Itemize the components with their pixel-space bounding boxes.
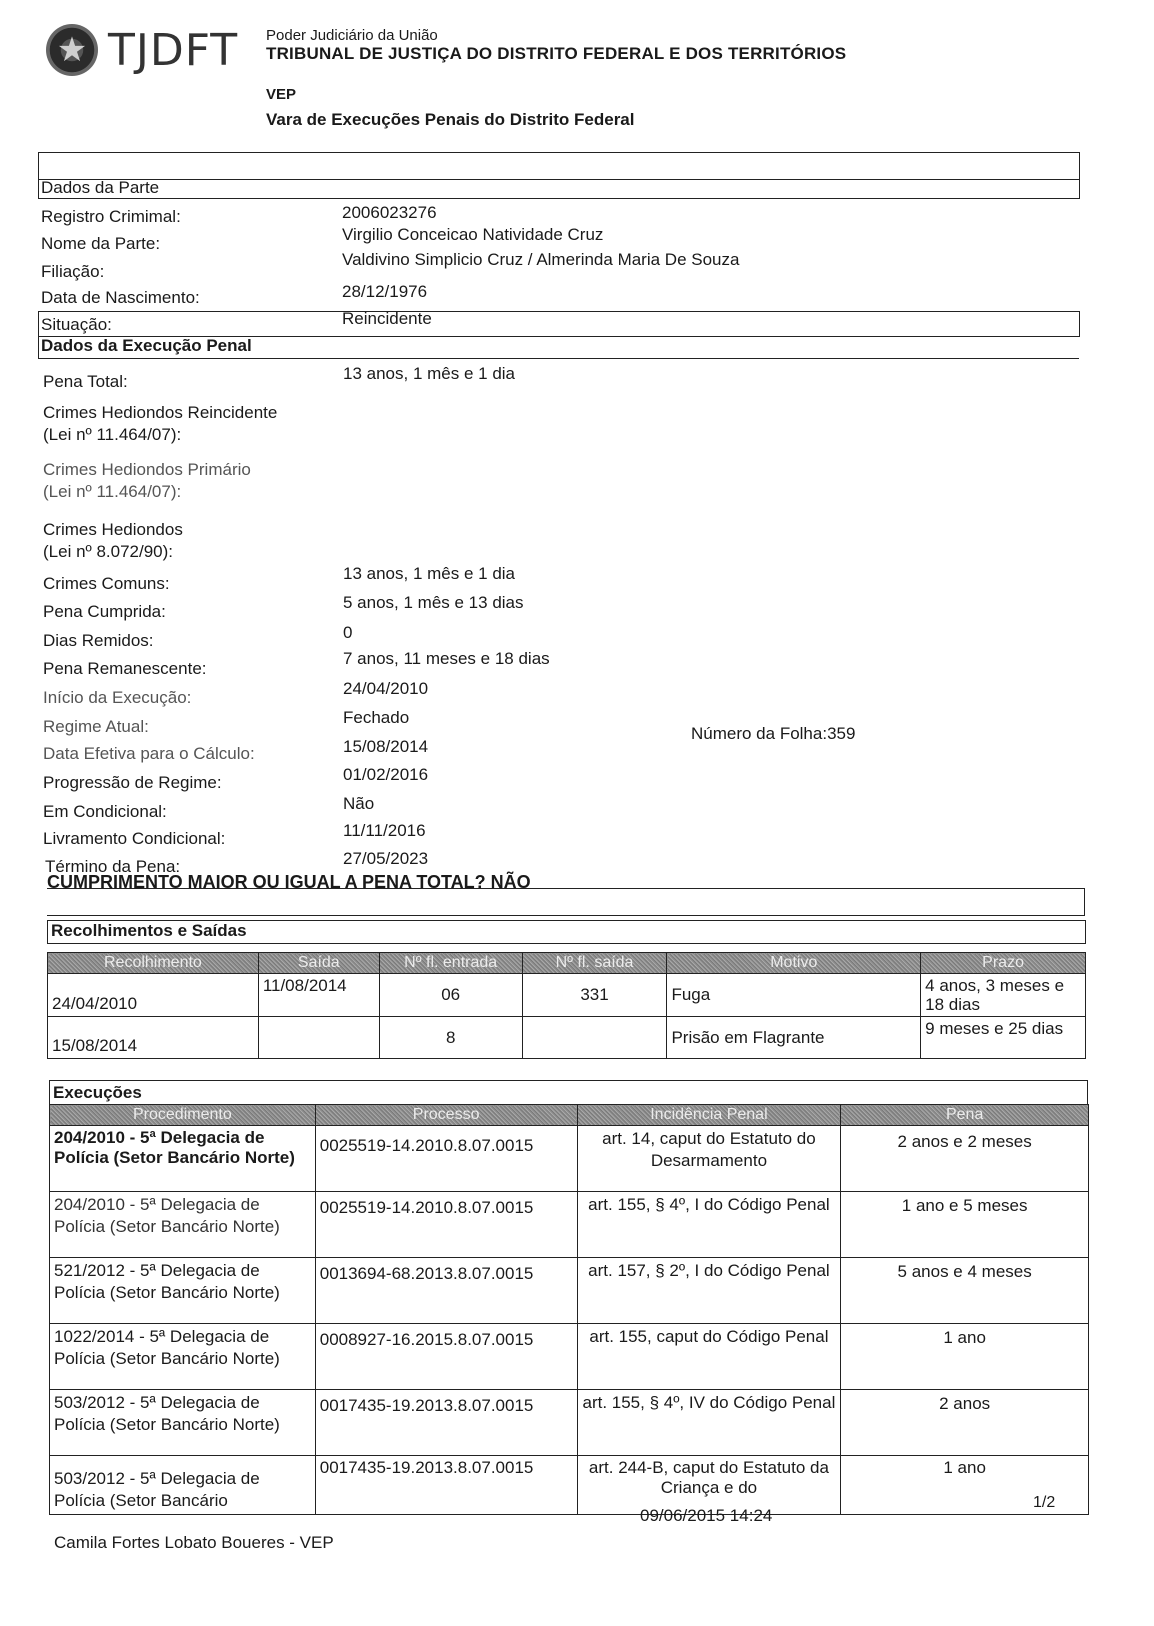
logo-text: TJDFT [108,24,239,76]
table-row [48,974,1086,1017]
section-title: Recolhimentos e Saídas [51,921,247,940]
field-label: Pena Remanescente: [43,659,207,678]
field-label: Pena Cumprida: [43,602,166,621]
pena-cell: 2 anos [841,1390,1089,1456]
data-efetiva-value: 15/08/2014 [343,737,429,756]
field-label: Crimes Hediondos [43,520,183,539]
table-cell [522,1017,667,1059]
table-row [50,1126,1089,1192]
procedimento-cell: 204/2010 - 5ª Delegacia de Polícia (Setor Bancário Norte) [50,1192,316,1258]
column-header: Saída [258,953,379,974]
numero-folha-label: Número da Folha: [691,724,828,743]
field-label: (Lei nº 8.072/90): [43,542,174,561]
field-label: Livramento Condicional: [43,829,226,848]
table-cell: 331 [522,974,667,1017]
numero-folha [691,724,855,744]
footer-timestamp: 09/06/2015 14:24 [640,1506,773,1525]
termino-pena-value: 27/05/2023 [343,849,429,868]
progressao-regime-value: 01/02/2016 [343,765,429,784]
field-label: Pena Total: [43,372,128,391]
field-label: Início da Execução: [43,688,192,707]
dias-remidos-value: 0 [343,623,353,642]
section-title: Dados da Execução Penal [41,336,252,355]
recolhimentos-table-wrap [47,952,1086,1059]
table-row [50,1390,1089,1456]
section-execucoes [49,1080,1088,1106]
column-header: Nº fl. saída [522,953,667,974]
header-line-1: Poder Judiciário da União [266,27,438,44]
table-row [50,1456,1089,1515]
column-header: Procedimento [50,1105,316,1126]
table-cell: 4 anos, 3 meses e 18 dias [921,974,1086,1017]
field-label: Dias Remidos: [43,631,154,650]
processo-cell: 0013694-68.2013.8.07.0015 [315,1258,577,1324]
em-condicional-value: Não [343,794,375,813]
incidencia-cell: art. 155, caput do Código Penal [577,1324,841,1390]
section-recolhimentos [47,920,1086,944]
field-label: Regime Atual: [43,717,149,736]
section-dados-parte [38,178,1080,199]
field-label: Data Efetiva para o Cálculo: [43,744,255,763]
field-label: Situação: [41,315,112,334]
column-header: Recolhimento [48,953,259,974]
pena-remanescente-value: 7 anos, 11 meses e 18 dias [343,649,550,668]
table-header-row [48,953,1086,974]
field-label: Nome da Parte: [41,234,161,253]
inicio-execucao-value: 24/04/2010 [343,679,429,698]
recolhimentos-table [47,952,1086,1059]
procedimento-cell: 503/2012 - 5ª Delegacia de Polícia (Setor Bancário [50,1456,316,1515]
data-nascimento-value: 28/12/1976 [342,282,428,301]
field-label: (Lei nº 11.464/07): [43,425,182,444]
pena-cell: 5 anos e 4 meses [841,1258,1089,1324]
column-header: Nº fl. entrada [379,953,522,974]
pena-cell: 1 ano [841,1456,1089,1515]
procedimento-cell: 503/2012 - 5ª Delegacia de Polícia (Setor Bancário Norte) [50,1390,316,1456]
procedimento-cell: 204/2010 - 5ª Delegacia de Polícia (Setor Bancário Norte) [50,1126,316,1192]
top-divider-box [38,152,1080,180]
tjdft-logo [46,24,238,76]
incidencia-cell: art. 14, caput do Estatuto do Desarmamento [577,1126,841,1192]
header-court-name: TRIBUNAL DE JUSTIÇA DO DISTRITO FEDERAL E DOS TERRITÓRIOS [266,44,847,63]
footer-user: Camila Fortes Lobato Boueres - VEP [54,1533,334,1552]
table-cell: 15/08/2014 [48,1017,259,1059]
pena-cell: 1 ano e 5 meses [841,1192,1089,1258]
field-label: Término da Pena: [45,857,181,876]
regime-atual-value: Fechado [343,708,410,727]
table-row [50,1324,1089,1390]
crimes-comuns-value: 13 anos, 1 mês e 1 dia [343,564,516,583]
section-execucao-penal [38,336,1079,359]
table-header-row [50,1105,1089,1126]
processo-cell: 0017435-19.2013.8.07.0015 [315,1456,577,1515]
pena-cell: 2 anos e 2 meses [841,1126,1089,1192]
processo-cell: 0008927-16.2015.8.07.0015 [315,1324,577,1390]
field-label: (Lei nº 11.464/07): [43,482,182,501]
situacao-value: Reincidente [342,309,432,328]
section-title: Execuções [53,1083,142,1102]
coat-of-arms-icon [46,24,98,76]
table-cell: 24/04/2010 [48,974,259,1017]
incidencia-cell: art. 157, § 2º, I do Código Penal [577,1258,841,1324]
procedimento-cell: 1022/2014 - 5ª Delegacia de Polícia (Setor Bancário Norte) [50,1324,316,1390]
table-cell [258,1017,379,1059]
incidencia-cell: art. 155, § 4º, IV do Código Penal [577,1390,841,1456]
header-vara-name: Vara de Execuções Penais do Distrito Federal [266,110,635,129]
pena-cell: 1 ano [841,1324,1089,1390]
field-label: Crimes Comuns: [43,574,170,593]
field-label: Progressão de Regime: [43,773,222,792]
table-cell: Prisão em Flagrante [667,1017,921,1059]
execucoes-table-wrap [49,1104,1089,1515]
field-label: Crimes Hediondos Reincidente [43,403,278,422]
numero-folha-value: 359 [827,724,856,743]
processo-cell: 0017435-19.2013.8.07.0015 [315,1390,577,1456]
field-label: Em Condicional: [43,802,167,821]
field-label: Registro Crimimal: [41,207,181,226]
page-number: 1/2 [1033,1494,1056,1511]
field-label: Data de Nascimento: [41,288,200,307]
cumprimento-bar [47,888,1085,916]
header-vep: VEP [266,86,297,103]
registro-criminal-value: 2006023276 [342,203,437,222]
situacao-bar [38,311,1080,337]
section-title: Dados da Parte [41,178,160,197]
table-cell: Fuga [667,974,921,1017]
column-header: Processo [315,1105,577,1126]
processo-cell: 0025519-14.2010.8.07.0015 [315,1192,577,1258]
livramento-condicional-value: 11/11/2016 [343,821,426,840]
table-cell: 06 [379,974,522,1017]
table-row [50,1258,1089,1324]
table-cell: 8 [379,1017,522,1059]
processo-cell: 0025519-14.2010.8.07.0015 [315,1126,577,1192]
column-header: Pena [841,1105,1089,1126]
incidencia-cell: art. 155, § 4º, I do Código Penal [577,1192,841,1258]
column-header: Motivo [667,953,921,974]
procedimento-cell: 521/2012 - 5ª Delegacia de Polícia (Setor Bancário Norte) [50,1258,316,1324]
column-header: Prazo [921,953,1086,974]
filiacao-value: Valdivino Simplicio Cruz / Almerinda Maria De Souza [342,250,740,269]
cumprimento-statement: CUMPRIMENTO MAIOR OU IGUAL A PENA TOTAL? NÃO [47,872,531,892]
field-label: Filiação: [41,262,105,281]
table-cell: 9 meses e 25 dias [921,1017,1086,1059]
table-row [48,1017,1086,1059]
field-label: Crimes Hediondos Primário [43,460,251,479]
table-row [50,1192,1089,1258]
pena-total-value: 13 anos, 1 mês e 1 dia [343,364,516,383]
execucoes-table [49,1104,1089,1515]
table-cell: 11/08/2014 [258,974,379,1017]
pena-cumprida-value: 5 anos, 1 mês e 13 dias [343,593,524,612]
column-header: Incidência Penal [577,1105,841,1126]
nome-parte-value: Virgilio Conceicao Natividade Cruz [342,225,604,244]
incidencia-cell: art. 244-B, caput do Estatuto da Criança e do [577,1456,841,1515]
